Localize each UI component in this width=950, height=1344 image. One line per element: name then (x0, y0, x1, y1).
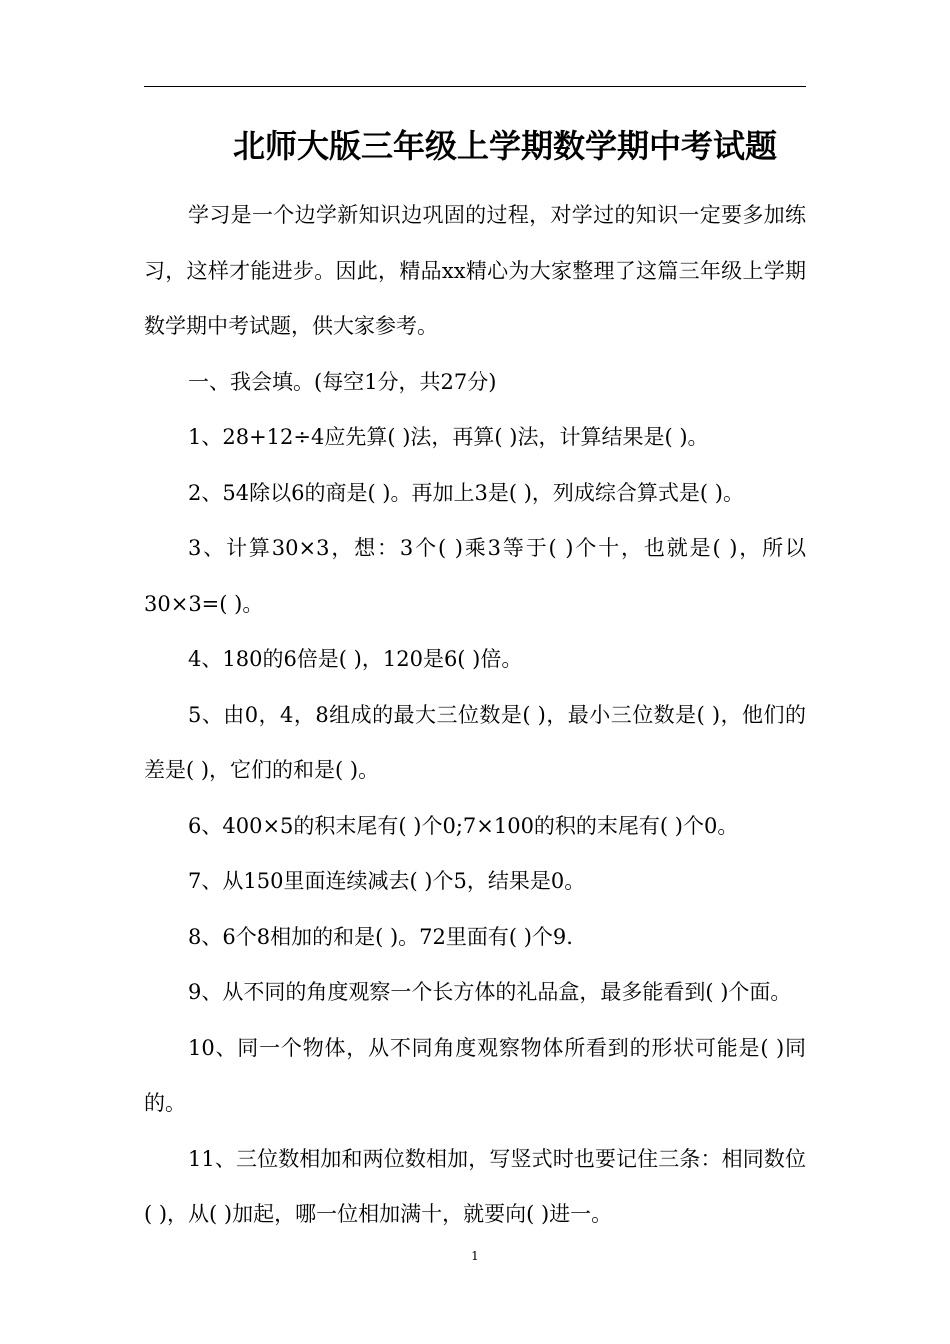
intro-paragraph: 学习是一个边学新知识边巩固的过程，对学过的知识一定要多加练习，这样才能进步。因此，精品xx精心为大家整理了这篇三年级上学期数学期中考试题，供大家参考。 (144, 203, 806, 338)
question-item: 2、54除以6的商是( )。再加上3是( )，列成综合算式是( )。 (188, 480, 744, 505)
header-rule (144, 86, 806, 87)
question-item: 5、由0，4，8组成的最大三位数是( )，最小三位数是( )，他们的差是( )，它们的和是( )。 (144, 702, 806, 782)
question-item: 4、180的6倍是( )，120是6( )倍。 (188, 647, 523, 671)
question-item: 10、同一个物体，从不同角度观察物体所看到的形状可能是( )同的。 (144, 1035, 806, 1115)
document-title: 北师大版三年级上学期数学期中考试题 (232, 127, 777, 165)
page-number: 1 (471, 1249, 479, 1263)
section-heading: 一、我会填。(每空1分，共27分) (188, 369, 497, 394)
question-item: 8、6个8相加的和是( )。72里面有( )个9. (188, 924, 573, 949)
question-item: 7、从150里面连续减去( )个5，结果是0。 (188, 869, 586, 893)
question-item: 11、三位数相加和两位数相加，写竖式时也要记住三条：相同数位( )，从( )加起，哪一位相加满十，就要向( )进一。 (144, 1146, 806, 1226)
question-item: 1、28+12÷4应先算( )法，再算( )法，计算结果是( )。 (188, 425, 709, 449)
document-body (144, 188, 806, 1243)
question-item: 3、计算30×3，想：3个( )乘3等于( )个十，也就是( )，所以30×3=( )。 (144, 536, 806, 616)
question-item: 6、400×5的积末尾有( )个0;7×100的积的末尾有( )个0。 (188, 813, 739, 838)
question-item: 9、从不同的角度观察一个长方体的礼品盒，最多能看到( )个面。 (188, 980, 792, 1004)
